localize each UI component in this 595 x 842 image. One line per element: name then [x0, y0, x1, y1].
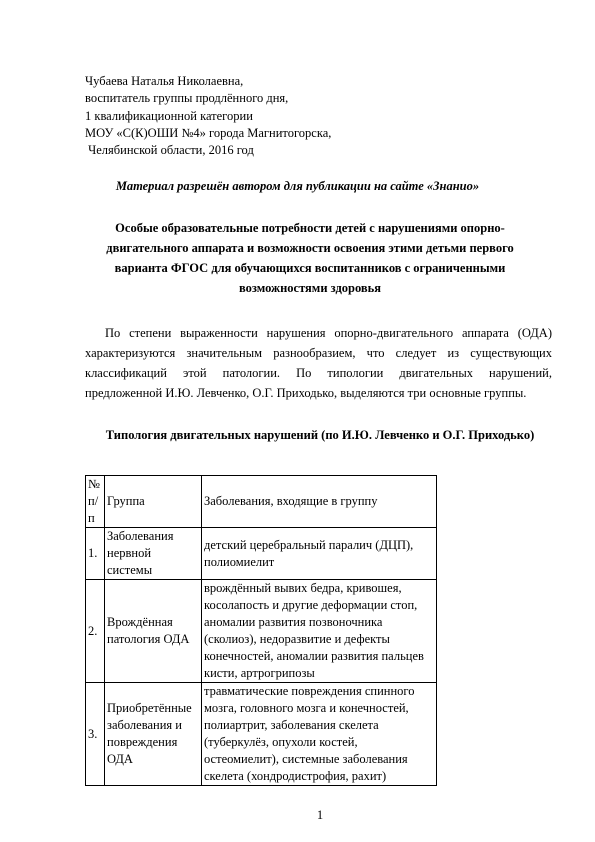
- header-number: № п/п: [86, 476, 105, 528]
- author-block: [85, 73, 331, 159]
- table-row: [86, 528, 437, 580]
- row-group: Приобретённые заболевания и повреждения ОДА: [105, 683, 202, 786]
- table-row: [86, 580, 437, 683]
- typology-table: [85, 475, 437, 786]
- row-diseases: врождённый вывих бедра, кривошея, косолапость и другие деформации стоп, аномалии развития позвоночника (сколиоз), недоразвитие и дефекты конечностей, аномалии развития пальцев кисти, артрогрипозы: [202, 580, 437, 683]
- page-number: 1: [316, 808, 324, 822]
- author-region-year: Челябинской области, 2016 год: [85, 143, 254, 158]
- row-diseases: детский церебральный паралич (ДЦП), полиомиелит: [202, 528, 437, 580]
- document-title: Особые образовательные потребности детей с нарушениями опорно-двигательного аппарата и возможности освоения этими детьми первого варианта ФГОС для обучающихся воспитанников с ограниченными возможностями здоровья: [106, 221, 514, 295]
- table-row: [86, 683, 437, 786]
- row-number: 1.: [86, 528, 105, 580]
- row-number: 2.: [86, 580, 105, 683]
- author-name: Чубаева Наталья Николаевна,: [85, 74, 244, 88]
- row-diseases: травматические повреждения спинного мозга, головного мозга и конечностей, полиартрит, заболевания скелета (туберкулёз, опухоли костей, остеомиелит), системные заболевания скелета (хондродистрофия, рахит): [202, 683, 437, 786]
- row-number: 3.: [86, 683, 105, 786]
- body-paragraph: По степени выраженности нарушения опорно-двигательного аппарата (ОДА) характеризуются значительным разнообразием, что следует из существующих классификаций этой патологии. По типологии двигательных нарушений, предложенной И.Ю. Левченко, О.Г. Приходько, выделяются три основные группы.: [85, 326, 552, 400]
- header-group: Группа: [105, 476, 202, 528]
- row-group: Заболевания нервной системы: [105, 528, 202, 580]
- table-header-row: [86, 476, 437, 528]
- publication-permission: Материал разрешён автором для публикации на сайте «Знанио»: [115, 179, 480, 193]
- table-caption: Типология двигательных нарушений (по И.Ю. Левченко и О.Г. Приходько): [105, 428, 535, 442]
- author-position: воспитатель группы продлённого дня,: [85, 91, 289, 106]
- author-category: 1 квалификационной категории: [85, 108, 253, 123]
- header-diseases: Заболевания, входящие в группу: [202, 476, 437, 528]
- row-group: Врождённая патология ОДА: [105, 580, 202, 683]
- author-school: МОУ «С(К)ОШИ №4» города Магнитогорска,: [85, 125, 332, 140]
